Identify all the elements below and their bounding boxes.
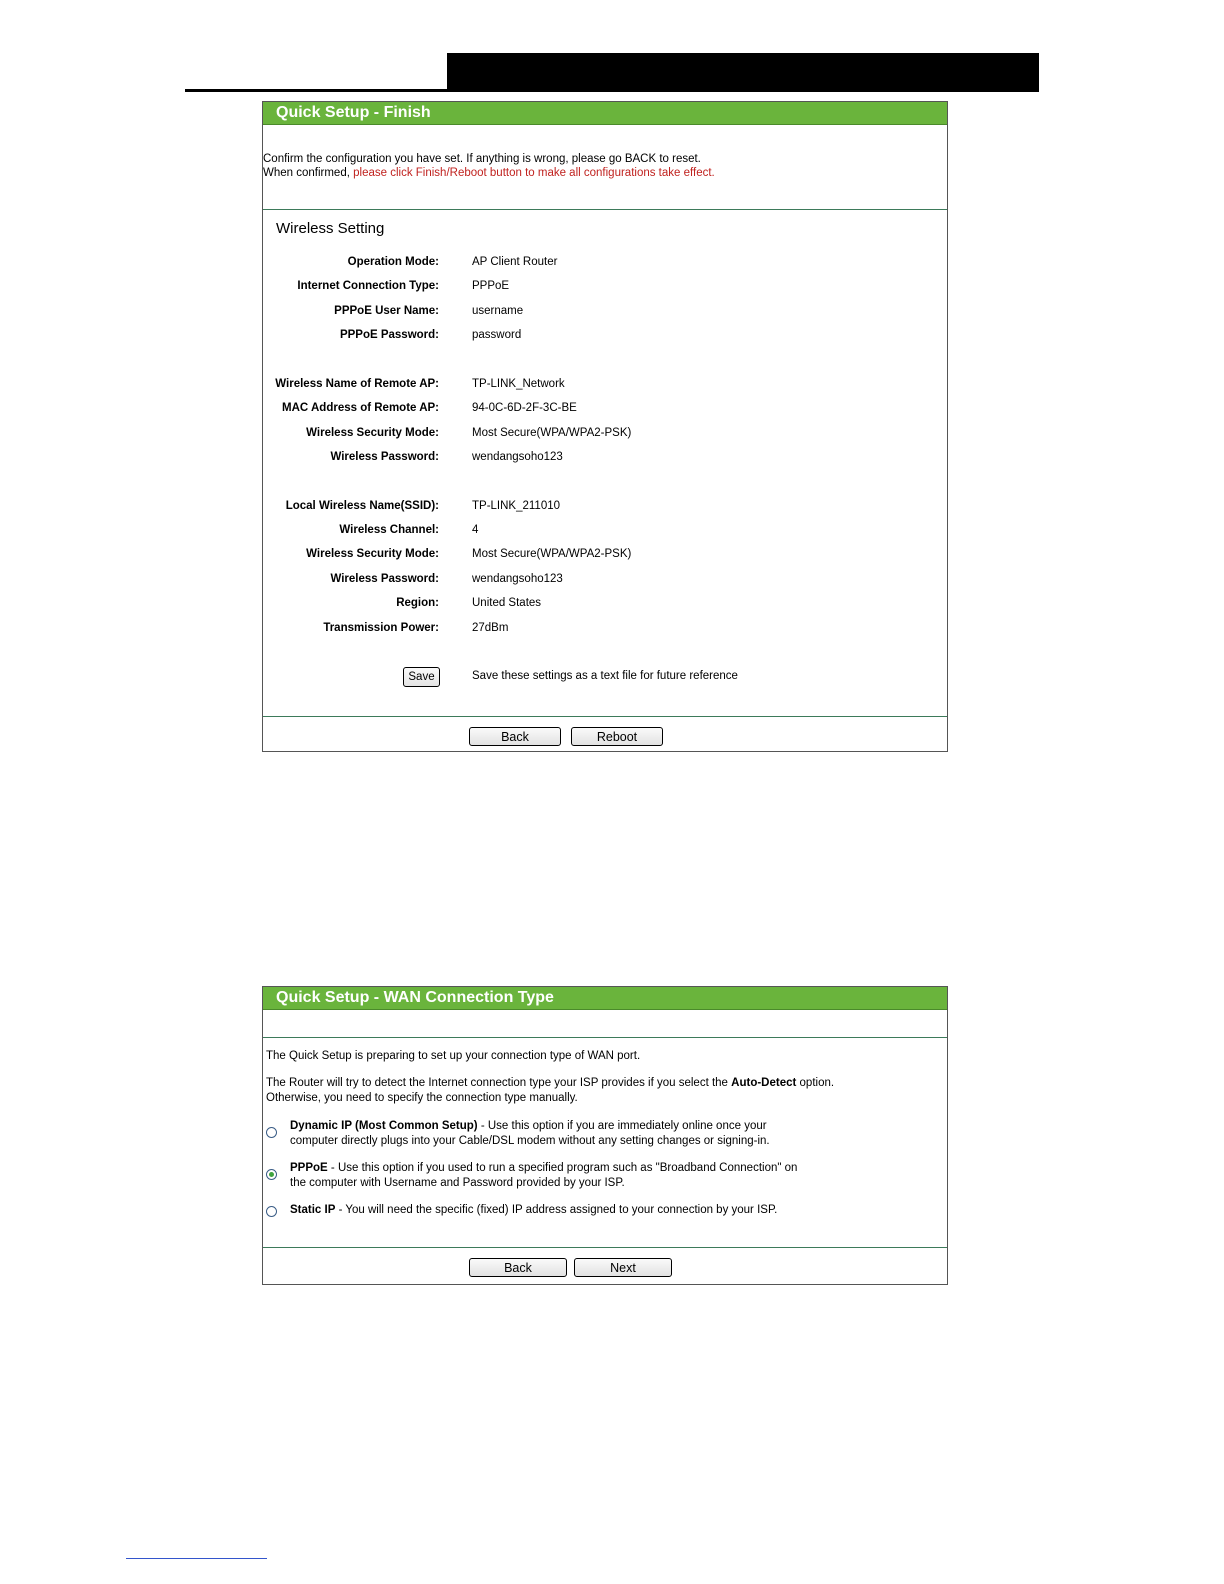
setting-label: MAC Address of Remote AP: — [282, 402, 439, 414]
option-desc: - Use this option if you used to run a specified program such as "Broadband Connection" on — [327, 1162, 798, 1174]
detect-suffix: option. — [796, 1077, 835, 1089]
setting-value: PPPoE — [472, 280, 510, 292]
auto-detect-label: Auto-Detect — [731, 1077, 797, 1089]
save-note: Save these settings as a text file for future reference — [472, 670, 738, 682]
option-text — [290, 1203, 777, 1218]
footer-divider — [263, 716, 947, 717]
setting-row — [263, 451, 947, 467]
back-button[interactable]: Back — [469, 727, 561, 746]
footer-link-underline — [126, 1558, 267, 1559]
setting-row — [263, 622, 947, 638]
pppoe-radio[interactable] — [266, 1169, 277, 1180]
setting-value: 4 — [472, 524, 479, 536]
save-button[interactable]: Save — [403, 667, 440, 687]
option-text — [290, 1161, 797, 1191]
detect-text: The Router will try to detect the Internet connection type your ISP provides if you select the — [266, 1077, 732, 1089]
wan-detect-line-1 — [266, 1077, 834, 1089]
confirm-line-1: Confirm the configuration you have set. If anything is wrong, please go BACK to reset. — [263, 153, 701, 165]
setting-row — [263, 427, 947, 443]
setting-value: United States — [472, 597, 542, 609]
setting-row — [263, 548, 947, 564]
option-desc: the computer with Username and Password provided by your ISP. — [290, 1177, 625, 1189]
option-desc: computer directly plugs into your Cable/DSL modem without any setting changes or signing-in. — [290, 1135, 770, 1147]
option-desc: - You will need the specific (fixed) IP address assigned to your connection by your ISP. — [335, 1204, 778, 1216]
confirm-line-2-prefix: When confirmed, — [263, 167, 354, 179]
setting-label: Local Wireless Name(SSID): — [285, 500, 439, 512]
wan-body — [263, 1038, 947, 1247]
panel-title: Quick Setup - Finish — [263, 102, 947, 125]
setting-label: Operation Mode: — [347, 256, 439, 268]
setting-row — [263, 597, 947, 613]
setting-value: 27dBm — [472, 622, 509, 634]
setting-value: Most Secure(WPA/WPA2-PSK) — [472, 427, 632, 439]
static-ip-radio[interactable] — [266, 1206, 277, 1217]
setting-label: Wireless Password: — [330, 573, 439, 585]
setting-row — [263, 378, 947, 394]
setting-value: password — [472, 329, 522, 341]
setting-label: Wireless Password: — [330, 451, 439, 463]
panel-spacer — [263, 1010, 947, 1037]
setting-value: 94-0C-6D-2F-3C-BE — [472, 402, 577, 414]
setting-label: Wireless Security Mode: — [306, 548, 439, 560]
setting-label: Internet Connection Type: — [297, 280, 439, 292]
document-header-rule — [185, 89, 1039, 92]
option-pppoe[interactable] — [266, 1161, 936, 1193]
dynamic-ip-radio[interactable] — [266, 1127, 277, 1138]
option-name: Dynamic IP (Most Common Setup) — [290, 1120, 478, 1132]
reboot-button[interactable]: Reboot — [571, 727, 663, 746]
setting-row — [263, 402, 947, 418]
option-dynamic-ip[interactable] — [266, 1119, 936, 1151]
setting-value: username — [472, 305, 524, 317]
document-header-bar — [447, 53, 1039, 91]
back-button[interactable]: Back — [469, 1258, 567, 1277]
setting-label: Region: — [396, 597, 439, 609]
option-desc: - Use this option if you are immediately online once your — [477, 1120, 767, 1132]
setting-row — [263, 573, 947, 589]
wan-detect-line-2: Otherwise, you need to specify the connection type manually. — [266, 1092, 578, 1104]
setting-row — [263, 280, 947, 296]
quick-setup-finish-panel — [262, 101, 948, 752]
setting-label: Transmission Power: — [323, 622, 439, 634]
confirm-message — [263, 125, 947, 209]
option-static-ip[interactable] — [266, 1203, 936, 1235]
setting-value: Most Secure(WPA/WPA2-PSK) — [472, 548, 632, 560]
setting-label: PPPoE User Name: — [334, 305, 439, 317]
setting-value: wendangsoho123 — [472, 573, 563, 585]
setting-value: AP Client Router — [472, 256, 558, 268]
setting-row — [263, 500, 947, 516]
confirm-line-2-warning: please click Finish/Reboot button to make all configurations take effect. — [353, 167, 715, 179]
section-title-wireless-setting: Wireless Setting — [276, 220, 385, 237]
setting-row — [263, 524, 947, 540]
setting-value: wendangsoho123 — [472, 451, 563, 463]
wan-intro: The Quick Setup is preparing to set up your connection type of WAN port. — [266, 1050, 641, 1062]
option-name: Static IP — [290, 1204, 336, 1216]
setting-label: Wireless Security Mode: — [306, 427, 439, 439]
setting-label: PPPoE Password: — [339, 329, 439, 341]
setting-row — [263, 256, 947, 272]
option-name: PPPoE — [290, 1162, 328, 1174]
setting-row — [263, 305, 947, 321]
panel-title: Quick Setup - WAN Connection Type — [263, 987, 947, 1010]
setting-label: Wireless Channel: — [339, 524, 439, 536]
quick-setup-wan-panel — [262, 986, 948, 1285]
setting-value: TP-LINK_211010 — [472, 500, 561, 512]
next-button[interactable]: Next — [574, 1258, 672, 1277]
setting-row — [263, 329, 947, 345]
confirm-line-2 — [263, 166, 947, 180]
setting-value: TP-LINK_Network — [472, 378, 565, 390]
option-text — [290, 1119, 770, 1149]
setting-label: Wireless Name of Remote AP: — [275, 378, 439, 390]
footer-divider — [263, 1247, 947, 1248]
